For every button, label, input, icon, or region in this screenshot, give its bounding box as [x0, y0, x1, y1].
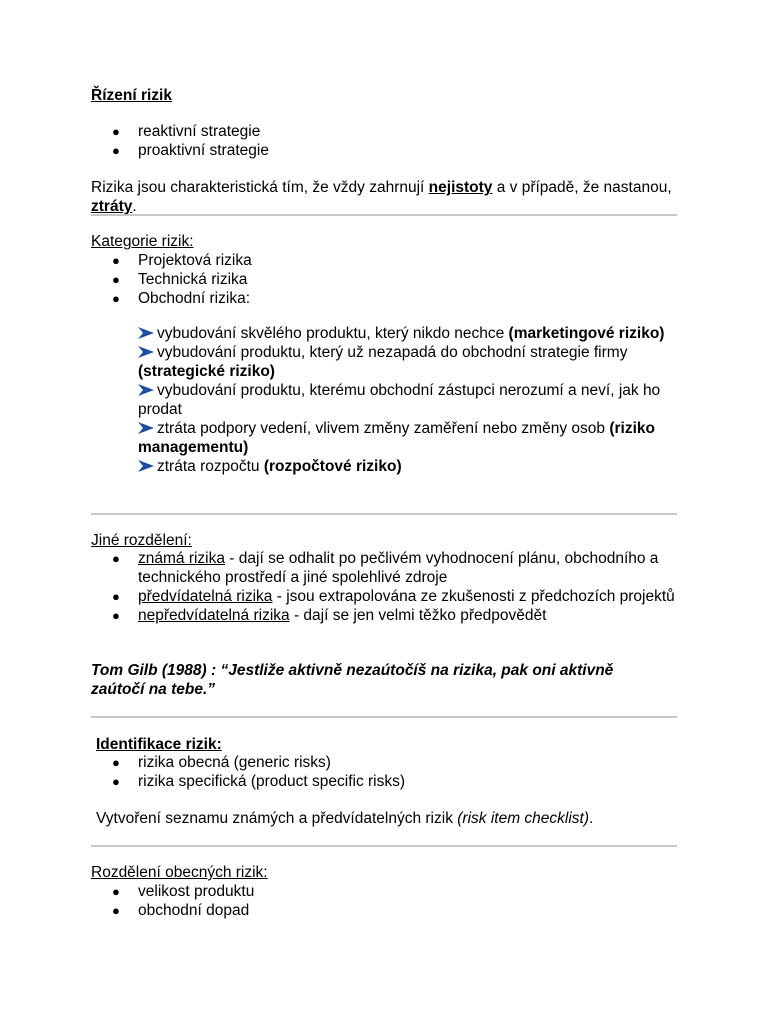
list-item: ● známá rizika - dají se odhalit po pečlivém vyhodnocení plánu, obchodního a technického prostředí a jiné spolehlivé zdroje: [112, 550, 659, 586]
intro-paragraph: Rizika jsou charakteristická tím, že vždy zahrnují nejistoty a v případě, že nastanou, ztráty.: [91, 179, 672, 215]
list-item: ● reaktivní strategie: [112, 123, 261, 140]
section-heading-generic-division: Rozdělení obecných rizik:: [91, 864, 268, 881]
arrow-right-icon: [138, 460, 154, 472]
bullet-icon: ●: [112, 903, 120, 918]
list-item: ● předvídatelná rizika - jsou extrapolována ze zkušenosti z předchozích projektů: [112, 588, 675, 605]
list-item: ● rizika obecná (generic risks): [112, 754, 331, 771]
divider: [91, 513, 677, 515]
list-item: ● rizika specifická (product specific risks): [112, 773, 406, 790]
business-risk-item: ztráta rozpočtu (rozpočtové riziko): [138, 457, 678, 476]
bullet-icon: ●: [112, 608, 120, 623]
arrow-right-icon: [138, 422, 154, 434]
section-heading-other-division: Jiné rozdělení:: [91, 532, 192, 549]
divider: [91, 716, 677, 718]
checklist-note: Vytvoření seznamu známých a předvídatelných rizik (risk item checklist).: [96, 810, 594, 827]
generic-division-list: [91, 882, 254, 920]
bullet-icon: ●: [112, 143, 120, 158]
category-list: [91, 251, 252, 308]
identification-list: [91, 753, 405, 791]
bullet-icon: ●: [112, 774, 120, 789]
business-risk-item: vybudování produktu, kterému obchodní zástupci nerozumí a neví, jak ho prodat: [138, 382, 661, 418]
bullet-icon: ●: [112, 253, 120, 268]
quote: Tom Gilb (1988) : “Jestliže aktivně nezaútočíš na rizika, pak oni aktivně zaútočí na tebe.”: [91, 662, 614, 698]
list-item: ● obchodní dopad: [112, 902, 250, 919]
business-risk-item: ztráta podpory vedení, vlivem změny zaměření nebo změny osob (riziko managementu): [138, 420, 655, 456]
bullet-icon: ●: [112, 755, 120, 770]
list-item: ● Technická rizika: [112, 271, 248, 288]
bullet-icon: ●: [112, 291, 120, 306]
strategy-list: [91, 122, 269, 160]
list-item: ● velikost produktu: [112, 883, 255, 900]
arrow-right-icon: [138, 346, 154, 358]
list-item: ● Obchodní rizika:: [112, 290, 250, 307]
keyword-loss: ztráty: [91, 198, 133, 215]
business-risk-list: [138, 324, 678, 476]
bullet-icon: ●: [112, 884, 120, 899]
list-item: ● Projektová rizika: [112, 252, 252, 269]
bullet-icon: ●: [112, 124, 120, 139]
divider: [91, 845, 677, 847]
page-title: Řízení rizik: [91, 87, 172, 104]
section-heading-identification: Identifikace rizik:: [96, 736, 222, 753]
business-risk-item: vybudování produktu, který už nezapadá do obchodní strategie firmy (strategické riziko): [138, 344, 628, 380]
list-item: ● nepředvídatelná rizika - dají se jen velmi těžko předpovědět: [112, 607, 547, 624]
list-item: ● proaktivní strategie: [112, 142, 269, 159]
bullet-icon: ●: [112, 272, 120, 287]
bullet-icon: ●: [112, 551, 120, 566]
keyword-uncertainty: nejistoty: [428, 179, 493, 196]
arrow-right-icon: [138, 384, 154, 396]
section-heading-categories: Kategorie rizik:: [91, 233, 194, 250]
arrow-right-icon: [138, 327, 154, 339]
other-division-list: [91, 549, 677, 625]
business-risk-item: vybudování skvělého produktu, který nikdo nechce (marketingové riziko): [138, 324, 678, 343]
bullet-icon: ●: [112, 589, 120, 604]
divider: [91, 214, 677, 216]
